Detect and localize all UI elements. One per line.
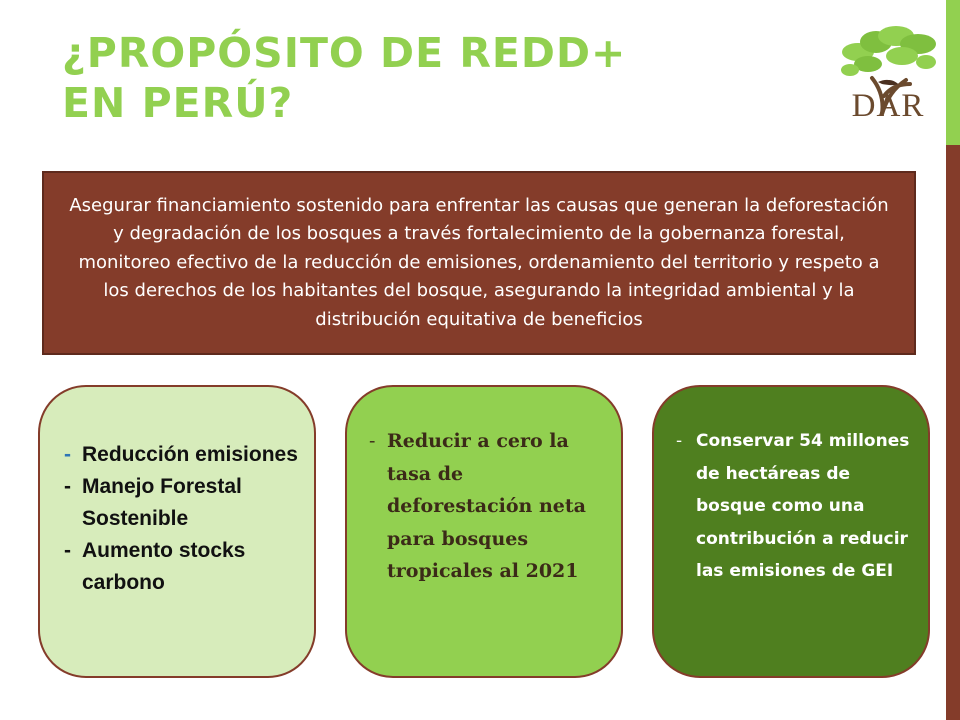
- objective-list: [60, 439, 300, 599]
- objective-card-2: [345, 385, 623, 678]
- list-item: - Conservar 54 millones de hectáreas de bosque como una contribución a reducir las emisiones de GEI: [672, 425, 912, 588]
- logo-text: DAR: [851, 88, 925, 124]
- purpose-box: [42, 171, 916, 355]
- page-title: [62, 28, 782, 128]
- list-item: - Manejo Forestal Sostenible: [60, 471, 300, 535]
- side-accent-bar-brown: [946, 145, 960, 720]
- objective-list: [367, 425, 607, 588]
- objective-card-1: [38, 385, 316, 678]
- list-item: - Reducción emisiones: [60, 439, 300, 471]
- purpose-text: Asegurar financiamiento sostenido para enfrentar las causas que generan la deforestación y degradación de los bosques a través fortalecimiento de la gobernanza forestal, monitoreo efectivo de la reducción de emisiones, ordenamiento del territorio y respeto a los derechos de los habitantes del bosque, asegurando la integridad ambiental y la distribución equitativa de beneficios: [69, 194, 889, 330]
- objective-list: [672, 425, 912, 588]
- side-accent-bar-green: [946, 0, 960, 145]
- list-item: - Aumento stocks carbono: [60, 535, 300, 599]
- page-title-line-2: EN PERÚ?: [62, 79, 294, 127]
- page-title-line-1: ¿PROPÓSITO DE REDD+: [62, 29, 627, 77]
- objective-card-3: [652, 385, 930, 678]
- list-item: - Reducir a cero la tasa de deforestación neta para bosques tropicales al 2021: [367, 425, 607, 588]
